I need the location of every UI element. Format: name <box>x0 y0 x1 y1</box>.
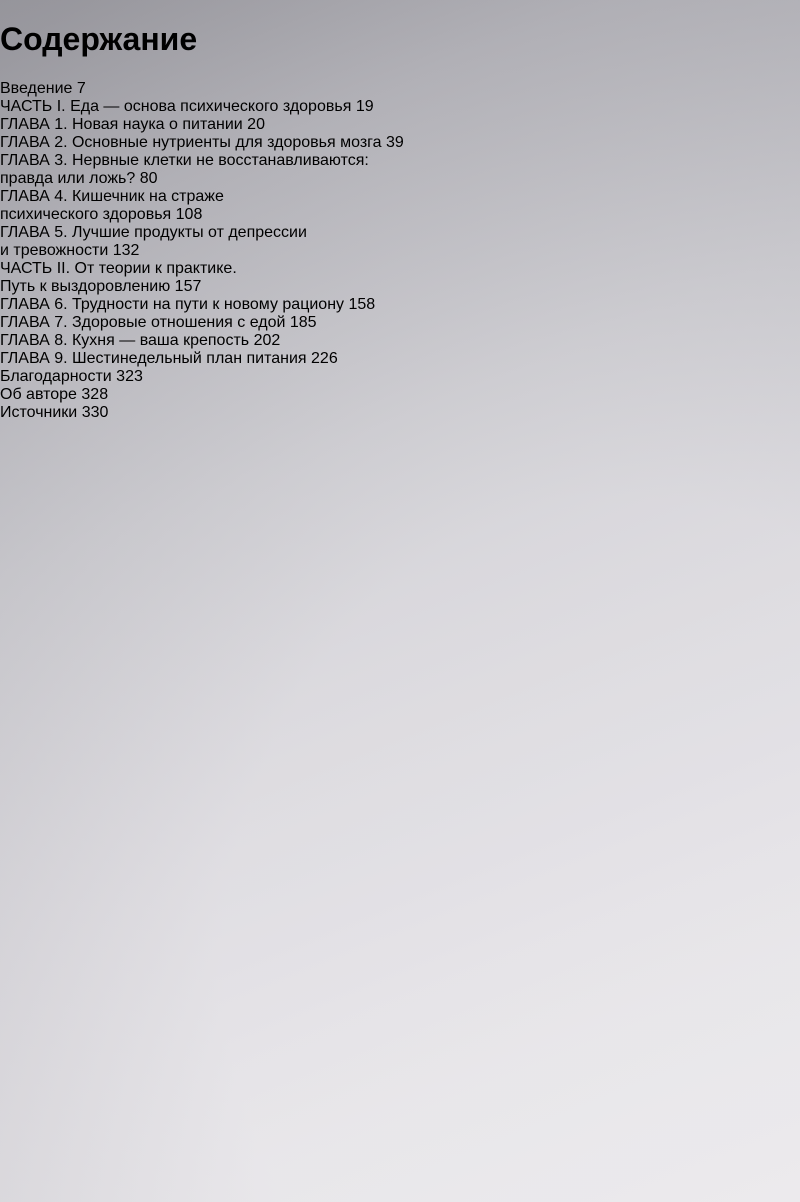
toc-entry-text-continued: правда или ложь? <box>0 169 136 187</box>
toc-entry-text: ГЛАВА 4. Кишечник на страже <box>0 187 224 205</box>
toc-list <box>0 80 800 422</box>
toc-entry <box>0 116 800 134</box>
toc-entry <box>0 314 800 332</box>
toc-entry <box>0 386 800 404</box>
toc-page-number: 202 <box>253 331 281 349</box>
toc-entry <box>0 80 800 98</box>
toc-entry-text-continued: ГЛАВА 8. Кухня — ваша крепость <box>0 331 250 349</box>
toc-entry <box>0 404 800 422</box>
toc-entry-text: ГЛАВА 3. Нервные клетки не восстанавливаются: <box>0 151 369 169</box>
toc-entry <box>0 134 800 152</box>
toc-entry-text-continued: ГЛАВА 7. Здоровые отношения с едой <box>0 313 286 331</box>
toc-entry-text-continued: ГЛАВА 2. Основные нутриенты для здоровья мозга <box>0 133 382 151</box>
toc-entry <box>0 260 800 296</box>
toc-entry <box>0 332 800 350</box>
toc-entry-text-continued: Источники <box>0 403 78 421</box>
toc-entry-text: ЧАСТЬ II. От теории к практике. <box>0 259 237 277</box>
toc-entry-text-continued: Об авторе <box>0 385 77 403</box>
toc-entry-text-continued: и тревожности <box>0 241 109 259</box>
toc-page-number: 185 <box>289 313 317 331</box>
toc-entry <box>0 368 800 386</box>
toc-entry <box>0 224 800 260</box>
table-of-contents <box>0 21 800 421</box>
toc-page-number: 39 <box>385 133 404 151</box>
toc-page-number: 330 <box>81 403 109 421</box>
toc-page-number: 328 <box>81 385 109 403</box>
toc-entry-text-continued: Благодарности <box>0 367 112 385</box>
toc-entry <box>0 188 800 224</box>
page-title: Содержание <box>0 21 198 58</box>
toc-page-number: 80 <box>139 169 158 187</box>
toc-page-number: 20 <box>247 115 265 133</box>
toc-entry <box>0 152 800 188</box>
toc-entry-text-continued: ГЛАВА 1. Новая наука о питании <box>0 115 243 133</box>
toc-entry-text: ГЛАВА 5. Лучшие продукты от депрессии <box>0 223 307 241</box>
toc-page-number: 226 <box>311 349 338 367</box>
toc-page-number: 19 <box>355 97 374 115</box>
toc-page-number: 323 <box>116 367 143 385</box>
toc-page-number: 158 <box>348 295 376 313</box>
toc-entry <box>0 98 800 116</box>
toc-page-number: 108 <box>175 205 203 223</box>
toc-entry-text-continued: Введение <box>0 79 73 97</box>
toc-entry-text-continued: ЧАСТЬ I. Еда — основа психического здоровья <box>0 97 352 115</box>
toc-entry <box>0 350 800 368</box>
toc-page-number: 132 <box>112 241 140 259</box>
toc-page-number: 7 <box>76 79 86 97</box>
toc-entry <box>0 296 800 314</box>
toc-entry-text-continued: Путь к выздоровлению <box>0 277 171 295</box>
toc-page-number: 157 <box>174 277 202 295</box>
toc-entry-text-continued: психического здоровья <box>0 205 172 223</box>
toc-entry-text-continued: ГЛАВА 6. Трудности на пути к новому рациону <box>0 295 345 313</box>
toc-entry-text-continued: ГЛАВА 9. Шестинедельный план питания <box>0 349 307 367</box>
